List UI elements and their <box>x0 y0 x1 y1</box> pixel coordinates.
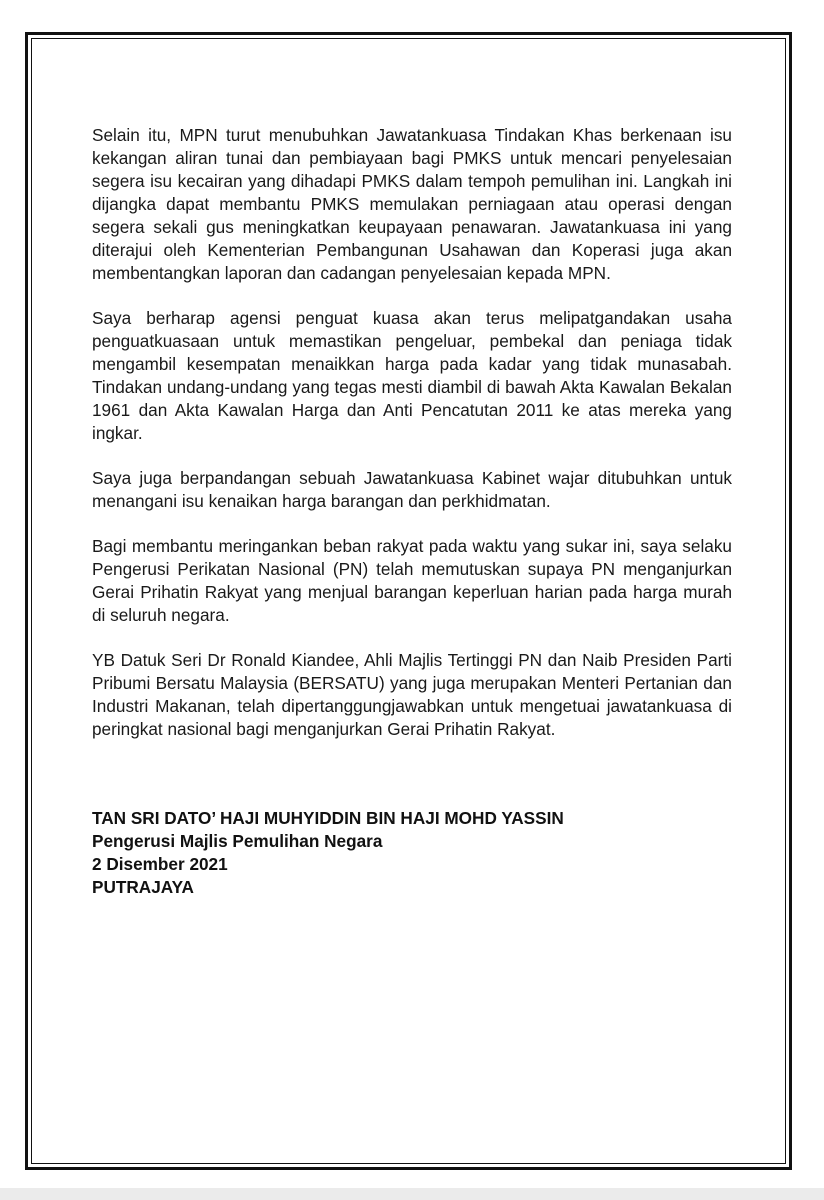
statement-date: 2 Disember 2021 <box>92 854 228 874</box>
signatory-name: TAN SRI DATO’ HAJI MUHYIDDIN BIN HAJI MOHD YASSIN <box>92 808 564 828</box>
paragraph-ronald-kiandee: YB Datuk Seri Dr Ronald Kiandee, Ahli Majlis Tertinggi PN dan Naib Presiden Parti Pribumi Bersatu Malaysia (BERSATU) yang juga merupakan Menteri Pertanian dan Industri Makanan, telah dipertanggungjawabkan untuk mengetuai jawatankuasa di peringkat nasional bagi menganjurkan Gerai Prihatin Rakyat. <box>92 650 732 739</box>
paragraph-special-committee: Selain itu, MPN turut menubuhkan Jawatankuasa Tindakan Khas berkenaan isu kekangan aliran tunai dan pembiayaan bagi PMKS untuk mencari penyelesaian segera isu kecairan yang dihadapi PMKS dalam tempoh pemulihan ini. Langkah ini dijangka dapat membantu PMKS memulakan perniagaan atau operasi dengan segera sekali gus meningkatkan keupayaan penawaran. Jawatankuasa ini yang diterajui oleh Kementerian Pembangunan Usahawan dan Koperasi juga akan membentangkan laporan dan cadangan penyelesaian kepada MPN. <box>92 125 732 283</box>
paragraph-gerai-prihatin: Bagi membantu meringankan beban rakyat pada waktu yang sukar ini, saya selaku Pengerusi Perikatan Nasional (PN) telah memutuskan supaya PN menganjurkan Gerai Prihatin Rakyat yang menjual barangan keperluan harian pada harga murah di seluruh negara. <box>92 536 732 625</box>
signature-block <box>92 807 732 899</box>
signatory-title: Pengerusi Majlis Pemulihan Negara <box>92 831 383 851</box>
bottom-edge-strip <box>0 1188 824 1200</box>
statement-place: PUTRAJAYA <box>92 877 194 897</box>
paragraph-cabinet-committee: Saya juga berpandangan sebuah Jawatankuasa Kabinet wajar ditubuhkan untuk menangani isu kenaikan harga barangan dan perkhidmatan. <box>92 468 732 511</box>
paragraph-enforcement: Saya berharap agensi penguat kuasa akan terus melipatgandakan usaha penguatkuasaan untuk memastikan pengeluar, pembekal dan peniaga tidak mengambil kesempatan menaikkan harga pada kadar yang tidak munasabah. Tindakan undang-undang yang tegas mesti diambil di bawah Akta Kawalan Bekalan 1961 dan Akta Kawalan Harga dan Anti Pencatutan 2011 ke atas mereka yang ingkar. <box>92 308 732 443</box>
statement-body <box>92 124 732 899</box>
